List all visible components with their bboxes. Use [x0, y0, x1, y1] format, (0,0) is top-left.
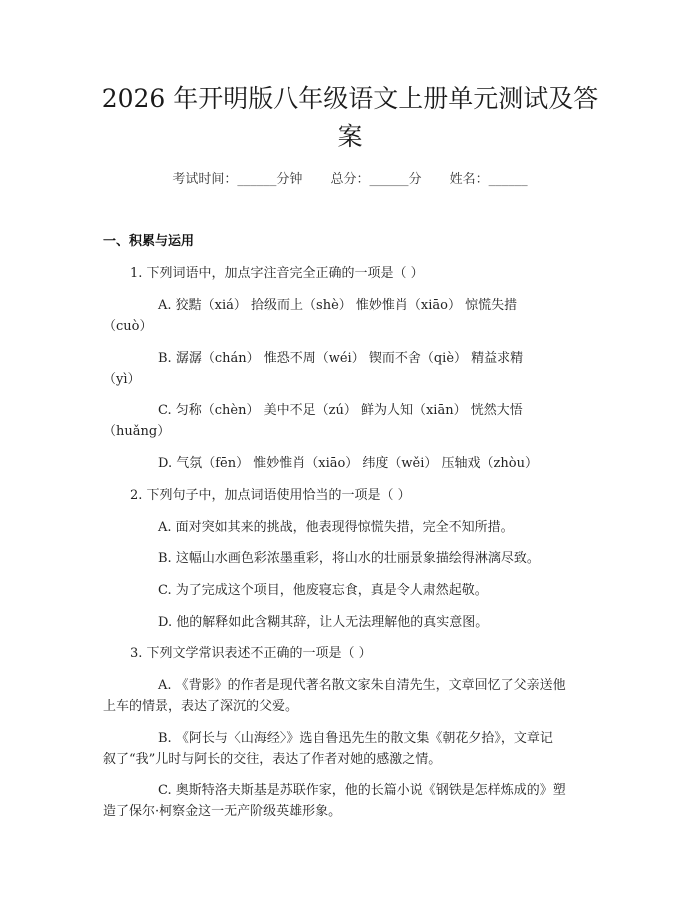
question-2-stem: 2. 下列句子中，加点词语使用恰当的一项是（ ） [130, 488, 411, 503]
question-1-stem: 1. 下列词语中，加点字注音完全正确的一项是（ ） [130, 266, 424, 281]
question-1-option-a-cont: （cuò） [103, 319, 153, 334]
question-3-option-b: B. 《阿长与〈山海经〉》选自鲁迅先生的散文集《朝花夕拾》，文章记 [158, 731, 553, 746]
exam-time: 考试时间：______分钟 [172, 172, 303, 187]
total-score: 总分：______分 [330, 172, 422, 187]
title-line-1: 2026 年开明版八年级语文上册单元测试及答 [101, 84, 599, 113]
question-2-option-a: A. 面对突如其来的挑战，他表现得惊慌失措，完全不知所措。 [158, 520, 514, 535]
question-3-option-a: A. 《背影》的作者是现代著名散文家朱自清先生，文章回忆了父亲送他 [158, 678, 566, 693]
student-name: 姓名：______ [449, 172, 528, 187]
question-3-stem: 3. 下列文学常识表述不正确的一项是（ ） [130, 646, 372, 661]
question-3-option-c: C. 奥斯特洛夫斯基是苏联作家，他的长篇小说《钢铁是怎样炼成的》塑 [158, 783, 566, 798]
question-3-option-c-cont: 造了保尔·柯察金这一无产阶级英雄形象。 [103, 804, 342, 819]
section-heading: 一、积累与运用 [103, 234, 195, 249]
question-1-option-c-cont: （huǎng） [103, 424, 171, 439]
question-3-option-a-cont: 上车的情景，表达了深沉的父爱。 [103, 699, 299, 714]
page-title [90, 80, 610, 156]
question-3-option-b-cont: 叙了“我”儿时与阿长的交往，表达了作者对她的感激之情。 [103, 752, 442, 767]
question-1-option-c: C. 匀称（chèn） 美中不足（zú） 鲜为人知（xiān） 恍然大悟 [158, 403, 523, 418]
question-1-option-b-cont: （yì） [103, 372, 141, 387]
question-2-option-c: C. 为了完成这个项目，他废寝忘食，真是令人肃然起敬。 [158, 583, 488, 598]
question-1-option-b: B. 潺潺（chán） 惟恐不周（wéi） 锲而不舍（qiè） 精益求精 [158, 351, 524, 366]
question-1-option-a: A. 狡黠（xiá） 拾级而上（shè） 惟妙惟肖（xiāo） 惊慌失措 [158, 298, 518, 313]
exam-meta [0, 168, 700, 187]
title-line-2: 案 [337, 122, 363, 151]
question-2-option-b: B. 这幅山水画色彩浓墨重彩，将山水的壮丽景象描绘得淋漓尽致。 [158, 551, 540, 566]
question-1-option-d: D. 气氛（fēn） 惟妙惟肖（xiāo） 纬度（wěi） 压轴戏（zhòu） [158, 456, 538, 471]
question-2-option-d: D. 他的解释如此含糊其辞，让人无法理解他的真实意图。 [158, 615, 489, 630]
